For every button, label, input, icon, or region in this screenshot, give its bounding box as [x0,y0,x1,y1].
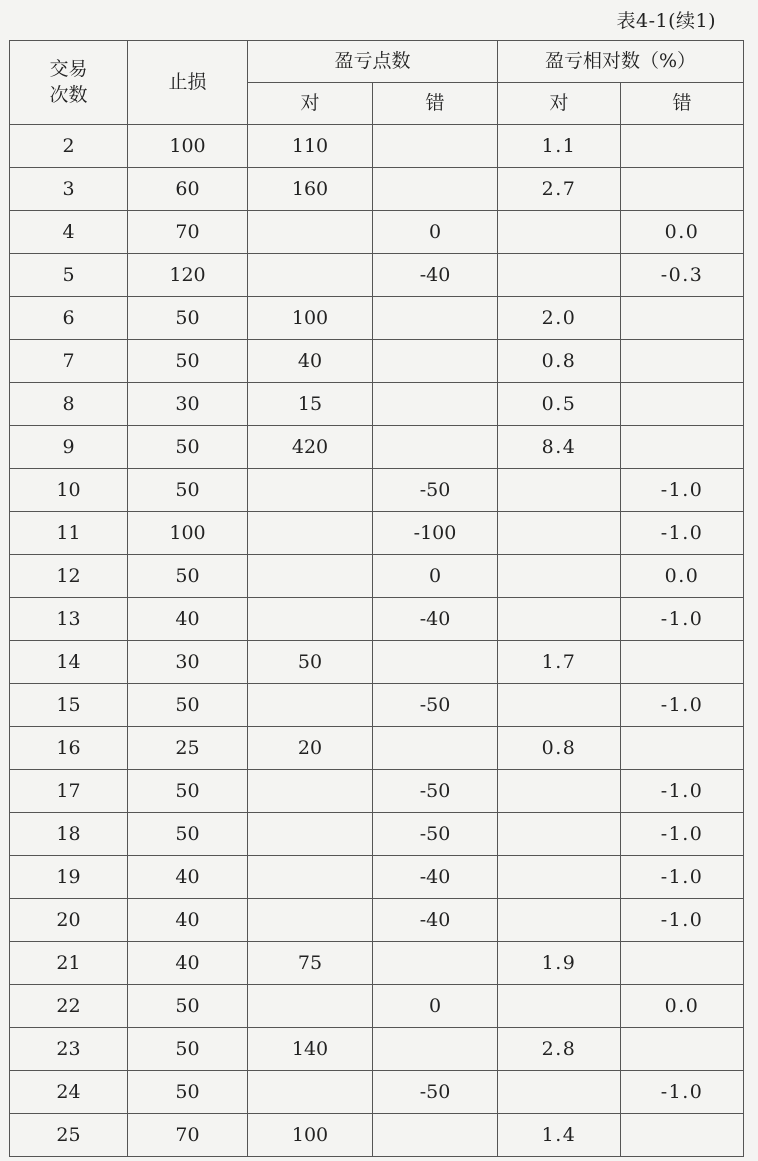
cell-stop-loss: 50 [128,469,248,512]
cell-rel-right: 2.7 [498,168,621,211]
cell-rel-wrong [621,727,744,770]
cell-rel-wrong: -1.0 [621,469,744,512]
cell-stop-loss: 50 [128,684,248,727]
cell-rel-wrong [621,125,744,168]
cell-rel-wrong: -1.0 [621,899,744,942]
cell-points-wrong: -40 [373,899,498,942]
table-row [10,211,744,254]
cell-points-right [248,684,373,727]
cell-stop-loss: 70 [128,1114,248,1157]
cell-trade-no: 12 [10,555,128,598]
cell-rel-right [498,555,621,598]
cell-trade-no: 3 [10,168,128,211]
cell-stop-loss: 70 [128,211,248,254]
header-stop-loss: 止损 [128,41,248,125]
table-row [10,813,744,856]
cell-rel-right [498,770,621,813]
cell-points-right [248,856,373,899]
header-points-wrong: 错 [373,83,498,125]
cell-rel-wrong [621,426,744,469]
cell-points-right: 50 [248,641,373,684]
cell-points-wrong [373,727,498,770]
cell-points-wrong [373,125,498,168]
cell-points-wrong [373,168,498,211]
cell-points-wrong: -40 [373,856,498,899]
cell-rel-right [498,1071,621,1114]
cell-stop-loss: 30 [128,641,248,684]
cell-rel-right [498,254,621,297]
cell-rel-right [498,684,621,727]
cell-stop-loss: 100 [128,125,248,168]
cell-points-wrong: -50 [373,813,498,856]
table-row [10,684,744,727]
table-header [10,41,744,125]
cell-stop-loss: 40 [128,856,248,899]
cell-stop-loss: 50 [128,813,248,856]
cell-rel-wrong: -1.0 [621,770,744,813]
cell-stop-loss: 100 [128,512,248,555]
cell-points-right: 100 [248,297,373,340]
cell-points-wrong: -50 [373,1071,498,1114]
cell-trade-no: 6 [10,297,128,340]
cell-points-right [248,899,373,942]
cell-points-wrong [373,1028,498,1071]
cell-points-wrong [373,426,498,469]
cell-points-wrong: -50 [373,469,498,512]
cell-points-right: 140 [248,1028,373,1071]
cell-points-wrong: -50 [373,770,498,813]
cell-rel-wrong: -1.0 [621,684,744,727]
cell-trade-no: 24 [10,1071,128,1114]
cell-points-wrong: 0 [373,555,498,598]
cell-rel-right [498,469,621,512]
table-row [10,340,744,383]
cell-points-wrong: -100 [373,512,498,555]
cell-rel-wrong [621,1028,744,1071]
cell-rel-right: 2.8 [498,1028,621,1071]
cell-stop-loss: 50 [128,555,248,598]
table-row [10,512,744,555]
cell-trade-no: 11 [10,512,128,555]
cell-points-wrong [373,297,498,340]
table-row [10,383,744,426]
cell-trade-no: 23 [10,1028,128,1071]
cell-points-right [248,211,373,254]
table-row [10,985,744,1028]
cell-points-right: 100 [248,1114,373,1157]
cell-stop-loss: 40 [128,942,248,985]
cell-rel-wrong: -1.0 [621,598,744,641]
cell-trade-no: 22 [10,985,128,1028]
cell-trade-no: 5 [10,254,128,297]
table-row [10,856,744,899]
cell-points-wrong [373,641,498,684]
table-row [10,254,744,297]
cell-stop-loss: 40 [128,598,248,641]
cell-stop-loss: 50 [128,297,248,340]
header-rel-right: 对 [498,83,621,125]
cell-points-right [248,598,373,641]
table-caption: 表4-1(续1) [616,10,716,32]
cell-rel-wrong: 0.0 [621,985,744,1028]
cell-points-wrong [373,383,498,426]
cell-trade-no: 8 [10,383,128,426]
cell-rel-wrong [621,383,744,426]
cell-points-right: 20 [248,727,373,770]
cell-trade-no: 17 [10,770,128,813]
cell-rel-wrong [621,297,744,340]
cell-trade-no: 18 [10,813,128,856]
cell-rel-right: 1.4 [498,1114,621,1157]
cell-points-right: 75 [248,942,373,985]
table-row [10,168,744,211]
table-row [10,1071,744,1114]
cell-points-wrong: -50 [373,684,498,727]
cell-trade-no: 9 [10,426,128,469]
cell-rel-wrong [621,1114,744,1157]
trade-table [9,40,744,1157]
header-trade-line2: 次数 [49,83,88,106]
table-row [10,1114,744,1157]
cell-rel-right: 0.8 [498,727,621,770]
cell-rel-wrong: -0.3 [621,254,744,297]
cell-trade-no: 7 [10,340,128,383]
cell-points-wrong [373,942,498,985]
cell-rel-right: 1.7 [498,641,621,684]
cell-rel-right [498,211,621,254]
header-points-right: 对 [248,83,373,125]
table-row [10,598,744,641]
cell-points-right: 40 [248,340,373,383]
cell-points-right [248,770,373,813]
cell-rel-right [498,512,621,555]
cell-stop-loss: 50 [128,770,248,813]
cell-points-wrong [373,1114,498,1157]
cell-stop-loss: 50 [128,985,248,1028]
table-row [10,555,744,598]
table-row [10,426,744,469]
cell-points-wrong [373,340,498,383]
cell-rel-wrong: 0.0 [621,555,744,598]
cell-stop-loss: 50 [128,1071,248,1114]
cell-rel-wrong [621,942,744,985]
cell-points-right: 420 [248,426,373,469]
cell-trade-no: 13 [10,598,128,641]
header-rel-wrong: 错 [621,83,744,125]
cell-trade-no: 21 [10,942,128,985]
cell-stop-loss: 120 [128,254,248,297]
cell-points-right [248,985,373,1028]
cell-rel-right [498,985,621,1028]
cell-points-wrong: 0 [373,985,498,1028]
header-trade-line1: 交易 [49,57,88,80]
cell-points-right [248,469,373,512]
cell-stop-loss: 25 [128,727,248,770]
cell-trade-no: 4 [10,211,128,254]
cell-stop-loss: 40 [128,899,248,942]
cell-rel-right: 1.1 [498,125,621,168]
cell-trade-no: 2 [10,125,128,168]
cell-stop-loss: 50 [128,426,248,469]
table-row [10,297,744,340]
cell-rel-right [498,899,621,942]
cell-rel-right: 0.8 [498,340,621,383]
cell-rel-wrong [621,641,744,684]
cell-trade-no: 15 [10,684,128,727]
cell-rel-wrong [621,168,744,211]
cell-points-right [248,555,373,598]
cell-rel-wrong: -1.0 [621,512,744,555]
cell-trade-no: 25 [10,1114,128,1157]
cell-points-right: 160 [248,168,373,211]
header-points-group: 盈亏点数 [248,41,498,83]
cell-rel-right: 1.9 [498,942,621,985]
cell-rel-wrong: -1.0 [621,813,744,856]
cell-rel-wrong: -1.0 [621,856,744,899]
cell-rel-wrong: -1.0 [621,1071,744,1114]
cell-stop-loss: 30 [128,383,248,426]
table-row [10,727,744,770]
cell-trade-no: 10 [10,469,128,512]
table-row [10,125,744,168]
cell-rel-wrong: 0.0 [621,211,744,254]
table-body [10,125,744,1157]
cell-rel-right [498,598,621,641]
cell-points-wrong: -40 [373,254,498,297]
cell-trade-no: 20 [10,899,128,942]
cell-rel-right: 2.0 [498,297,621,340]
cell-stop-loss: 50 [128,340,248,383]
cell-points-right [248,813,373,856]
cell-trade-no: 19 [10,856,128,899]
cell-points-right: 110 [248,125,373,168]
table-row [10,899,744,942]
cell-trade-no: 14 [10,641,128,684]
cell-points-wrong: -40 [373,598,498,641]
cell-rel-right [498,813,621,856]
cell-trade-no: 16 [10,727,128,770]
cell-points-right [248,512,373,555]
table-row [10,641,744,684]
cell-stop-loss: 50 [128,1028,248,1071]
cell-rel-right: 8.4 [498,426,621,469]
table-row [10,942,744,985]
table-row [10,770,744,813]
table-row [10,469,744,512]
cell-points-right: 15 [248,383,373,426]
cell-rel-wrong [621,340,744,383]
cell-stop-loss: 60 [128,168,248,211]
cell-rel-right: 0.5 [498,383,621,426]
cell-rel-right [498,856,621,899]
cell-points-right [248,254,373,297]
header-trade-count [10,41,128,125]
header-relative-group: 盈亏相对数（%） [498,41,744,83]
cell-points-wrong: 0 [373,211,498,254]
table-row [10,1028,744,1071]
cell-points-right [248,1071,373,1114]
